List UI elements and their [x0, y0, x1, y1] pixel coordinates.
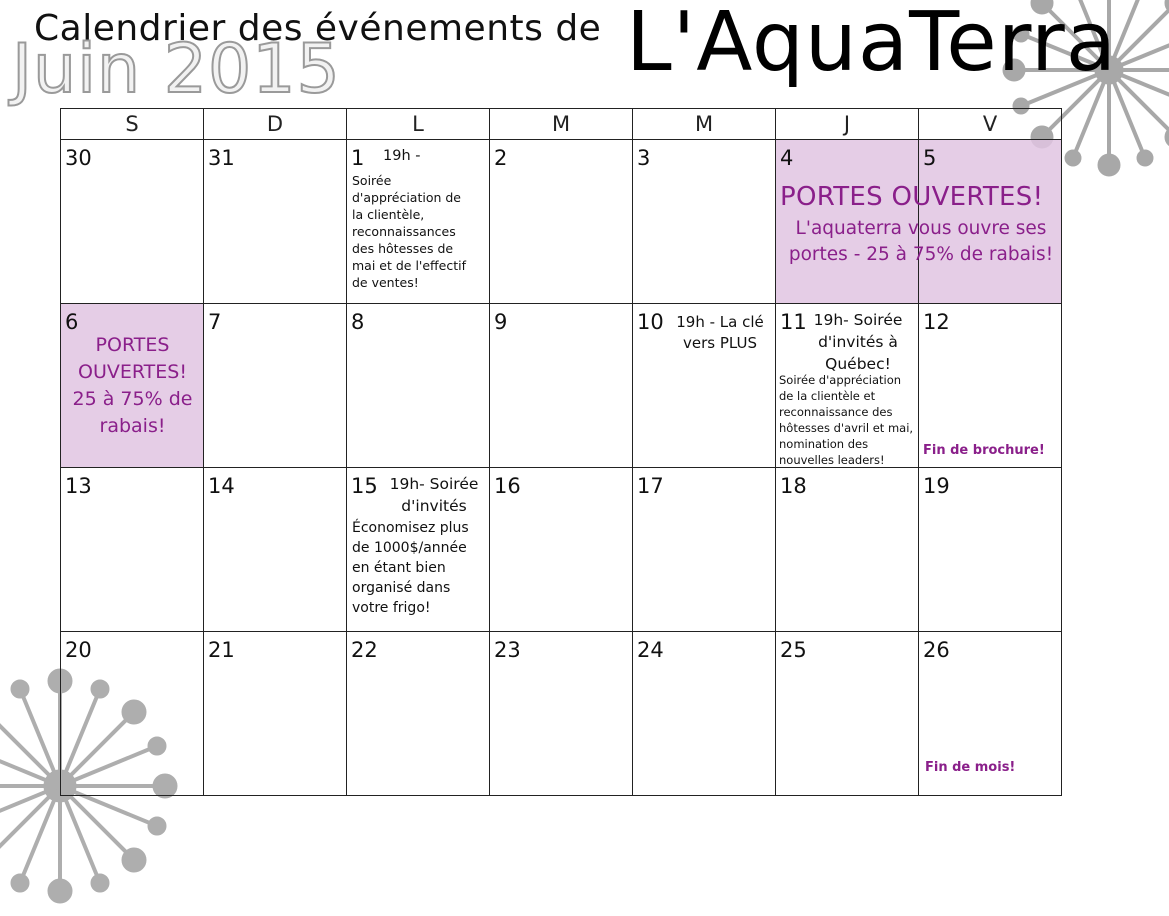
day-number: 4: [780, 146, 794, 170]
day-number: 3: [637, 146, 651, 170]
day-number: 6: [65, 310, 79, 334]
week-row: [61, 632, 1062, 796]
weekday-header: J: [776, 109, 919, 140]
day-number: 1: [351, 146, 365, 170]
day-number: 17: [637, 474, 664, 498]
day-number: 7: [208, 310, 222, 334]
day-cell[interactable]: [633, 468, 776, 632]
event-title: 19h - La clé vers PLUS: [676, 313, 764, 352]
day-number: 16: [494, 474, 521, 498]
month-label: Juin 2015: [12, 30, 341, 109]
day-number: 21: [208, 638, 235, 662]
day-cell[interactable]: [919, 468, 1062, 632]
day-number: 20: [65, 638, 92, 662]
day-cell[interactable]: [490, 632, 633, 796]
week-row: [61, 140, 1062, 304]
day-number: 14: [208, 474, 235, 498]
day-cell[interactable]: [490, 304, 633, 468]
day-cell[interactable]: [347, 468, 490, 632]
day-number: 10: [637, 310, 664, 334]
day-cell[interactable]: [347, 304, 490, 468]
day-cell[interactable]: [776, 468, 919, 632]
month-end-note: Fin de mois!: [925, 760, 1016, 775]
day-cell[interactable]: [776, 304, 919, 468]
event-description: Soirée d'appréciation de la clientèle, reconnaissances des hôtesses de mai et de l'effectif de ventes!: [352, 173, 466, 290]
week-row: [61, 468, 1062, 632]
weekday-header: M: [490, 109, 633, 140]
day-number: 12: [923, 310, 950, 334]
day-cell[interactable]: [490, 468, 633, 632]
event-time: 19h -: [383, 148, 421, 164]
calendar-title: Calendrier des événements de: [34, 8, 602, 49]
weekday-header-row: [61, 109, 1062, 140]
day-cell-highlighted[interactable]: [776, 140, 1054, 304]
week-row: [61, 304, 1062, 468]
day-cell[interactable]: [204, 140, 347, 304]
day-cell[interactable]: [633, 140, 776, 304]
day-number: 22: [351, 638, 378, 662]
day-cell[interactable]: [633, 632, 776, 796]
day-cell[interactable]: [919, 632, 1062, 796]
day-number: 23: [494, 638, 521, 662]
day-cell[interactable]: [61, 632, 204, 796]
day-cell-highlighted[interactable]: [61, 304, 204, 468]
event-description: Soirée d'appréciation de la clientèle et reconnaissance des hôtesses d'avril et mai, nomination des nouvelles leaders!: [779, 373, 914, 467]
calendar-grid: [60, 108, 1062, 796]
weekday-header: D: [204, 109, 347, 140]
day-cell[interactable]: [347, 140, 490, 304]
day-cell[interactable]: [204, 632, 347, 796]
day-number: 9: [494, 310, 508, 334]
day-number: 26: [923, 638, 950, 662]
day-cell[interactable]: [919, 304, 1062, 468]
weekday-header: L: [347, 109, 490, 140]
brand-name: L'AquaTerra: [626, 0, 1117, 90]
day-number: 19: [923, 474, 950, 498]
day-number: 5: [923, 146, 937, 170]
day-cell[interactable]: [61, 468, 204, 632]
open-house-subtitle: L'aquaterra vous ouvre ses portes - 25 à 75% de rabais!: [788, 218, 1054, 265]
day-cell[interactable]: [204, 468, 347, 632]
event-description: Économisez plus de 1000$/année en étant bien organisé dans votre frigo!: [352, 520, 469, 616]
open-house-note: PORTES OUVERTES! 25 à 75% de rabais!: [72, 334, 193, 437]
day-number: 2: [494, 146, 508, 170]
day-number: 30: [65, 146, 92, 170]
day-number: 13: [65, 474, 92, 498]
weekday-header: V: [919, 109, 1062, 140]
open-house-title: PORTES OUVERTES!: [780, 182, 1044, 212]
event-title: 19h- Soirée d'invités: [389, 475, 479, 515]
weekday-header: M: [633, 109, 776, 140]
day-number: 18: [780, 474, 807, 498]
day-number: 25: [780, 638, 807, 662]
day-cell[interactable]: [776, 632, 919, 796]
day-cell[interactable]: [490, 140, 633, 304]
day-number: 15: [351, 474, 378, 498]
day-number: 11: [780, 310, 807, 334]
day-number: 24: [637, 638, 664, 662]
brochure-end-note: Fin de brochure!: [923, 443, 1045, 458]
day-cell[interactable]: [204, 304, 347, 468]
day-cell[interactable]: [347, 632, 490, 796]
weekday-header: S: [61, 109, 204, 140]
day-cell[interactable]: [61, 140, 204, 304]
day-cell[interactable]: [633, 304, 776, 468]
day-number: 8: [351, 310, 365, 334]
event-title: 19h- Soirée d'invités à Québec!: [813, 311, 903, 373]
day-number: 31: [208, 146, 235, 170]
